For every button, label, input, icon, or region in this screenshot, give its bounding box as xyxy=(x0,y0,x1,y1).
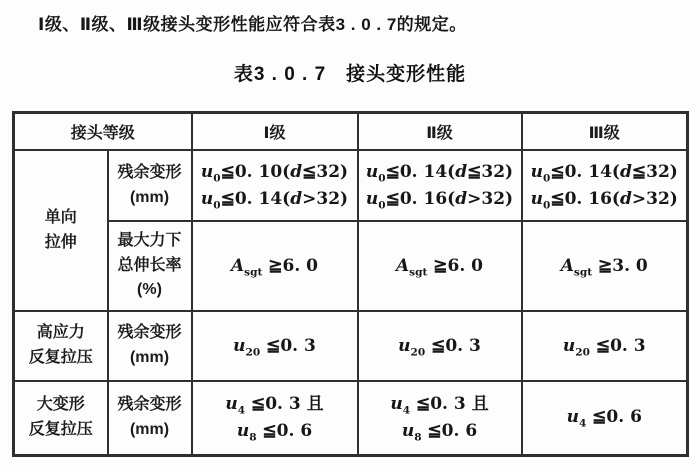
row-elongation xyxy=(14,221,688,311)
cell-residual-tension-grade2: $u_0≦0$. 14(d≦32) $u_0≦0$. 16(d>32) xyxy=(358,150,522,221)
cell-residual-tension-grade1: $u_0≦0$. 10(d≦32) $u_0≦0$. 14(d>32) xyxy=(192,150,358,221)
cell-elongation-grade1: $A_{sgt}$ ≧6. 0 xyxy=(192,221,358,311)
cell-large-deform-grade1: $u_4$ ≦0. 3 且 $u_8$ ≦0. 6 xyxy=(192,381,358,455)
deformation-table xyxy=(12,111,689,457)
group-high-stress-cyclic: 高应力 反复拉压 xyxy=(14,311,108,381)
header-row xyxy=(14,113,688,151)
header-grade-2: Ⅱ级 xyxy=(358,113,522,151)
header-joint-grade: 接头等级 xyxy=(14,113,192,151)
label-residual-deformation-large-deform: 残余变形 (mm) xyxy=(108,381,192,455)
label-residual-deformation-tension: 残余变形 (mm) xyxy=(108,150,192,221)
cell-residual-tension-grade3: $u_0≦0$. 14(d≦32) $u_0≦0$. 16(d>32) xyxy=(522,150,688,221)
row-high-stress xyxy=(14,311,688,381)
header-grade-1: Ⅰ级 xyxy=(192,113,358,151)
cell-high-stress-grade1: $u_{20}$ ≦0. 3 xyxy=(192,311,358,381)
cell-elongation-grade2: $A_{sgt}$ ≧6. 0 xyxy=(358,221,522,311)
table-title: 表3 . 0 . 7 接头变形性能 xyxy=(233,64,467,85)
row-large-deform xyxy=(14,381,688,455)
header-grade-3: Ⅲ级 xyxy=(522,113,688,151)
group-uniaxial-tension: 单向 拉伸 xyxy=(14,150,108,311)
cell-elongation-grade3: $A_{sgt}$ ≧3. 0 xyxy=(522,221,688,311)
cell-high-stress-grade3: $u_{20}$ ≦0. 3 xyxy=(522,311,688,381)
cell-large-deform-grade3: $u_4$ ≦0. 6 xyxy=(522,381,688,455)
row-residual-tension xyxy=(14,150,688,221)
cell-high-stress-grade2: $u_{20}$ ≦0. 3 xyxy=(358,311,522,381)
group-large-deform-cyclic: 大变形 反复拉压 xyxy=(14,381,108,455)
label-residual-deformation-high-stress: 残余变形 (mm) xyxy=(108,311,192,381)
cell-large-deform-grade2: $u_4$ ≦0. 3 且 $u_8$ ≦0. 6 xyxy=(358,381,522,455)
intro-paragraph: Ⅰ级、Ⅱ级、Ⅲ级接头变形性能应符合表3 . 0 . 7的规定。 xyxy=(38,15,467,34)
label-max-force-elongation: 最大力下 总伸长率 (%) xyxy=(108,221,192,311)
